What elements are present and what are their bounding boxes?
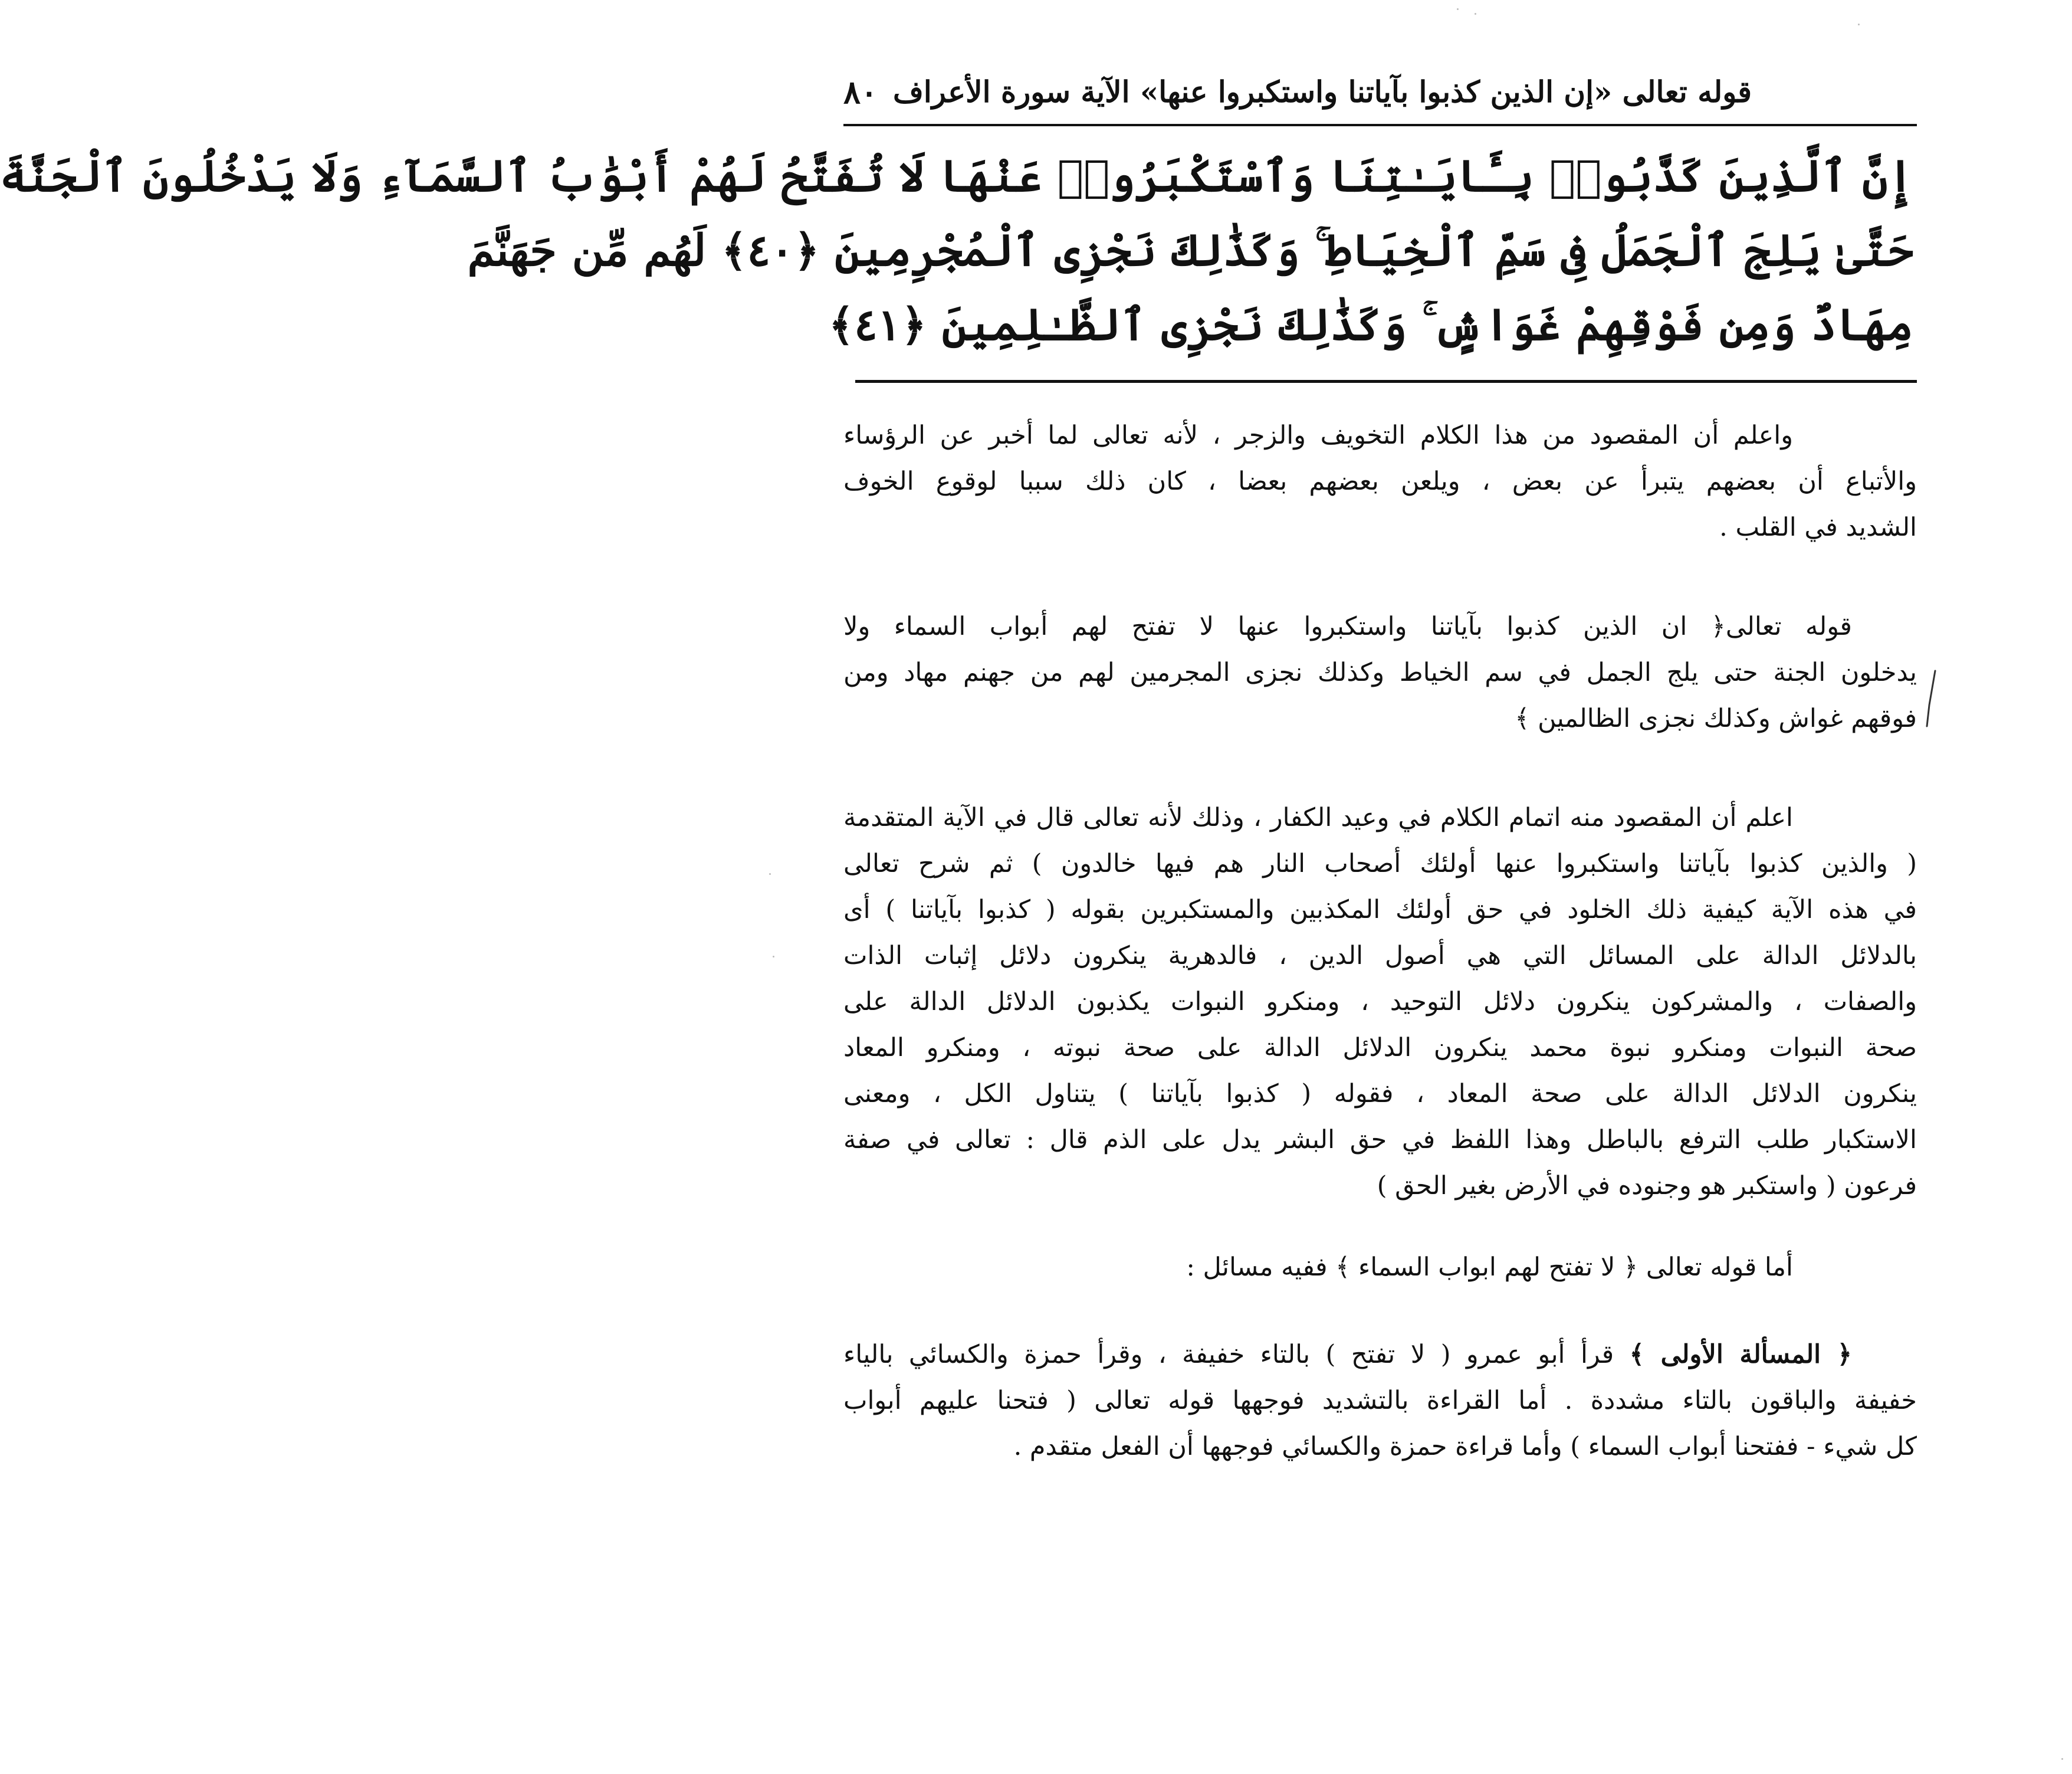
- margin-pencil-mark: [1919, 670, 1942, 729]
- paragraph-intro: [843, 412, 1917, 550]
- paragraph-line: يدخلون الجنة حتى يلج الجمل في سم الخياط وكذلك نجزى المجرمين لهم من جهنم مهاد ومن: [843, 658, 1917, 687]
- paragraph-line: والصفات ، والمشركون ينكرون دلائل التوحيد ، ومنكرو النبوات يكذبون الدلائل الدالة على: [843, 987, 1917, 1016]
- paper-speck: [1858, 24, 1860, 25]
- paragraph-line: صحة النبوات ومنكرو نبوة محمد ينكرون الدلائل الدالة على صحة نبوته ، ومنكرو المعاد: [843, 1033, 1917, 1063]
- section-divider: [855, 380, 1917, 383]
- paper-speck: [769, 873, 771, 875]
- book-page: [0, 59, 1917, 1746]
- paragraph-line: كل شيء - ففتحنا أبواب السماء ) وأما قراءة حمزة والكسائي فوجهها أن الفعل متقدم .: [1013, 1432, 1917, 1461]
- paragraph-verse-quote: [843, 604, 1917, 742]
- paper-speck: [1457, 8, 1459, 10]
- paragraph-first-issue: [843, 1332, 1917, 1470]
- paragraph-commentary: [843, 795, 1917, 1209]
- paragraph-line: [843, 1332, 1917, 1378]
- paragraph-line: بالدلائل الدالة على المسائل التي هي أصول الدين ، فالدهرية ينكرون دلائل إثبات الذات: [843, 941, 1917, 970]
- paragraph-line: والأتباع أن بعضهم يتبرأ عن بعض ، ويلعن بعضهم بعضا ، كان ذلك سببا لوقوع الخوف: [843, 467, 1917, 496]
- paper-speck: [1475, 13, 1476, 15]
- paragraph-line: فوقهم غواش وكذلك نجزى الظالمين ﴾: [1515, 704, 1917, 733]
- running-title: قوله تعالى «إن الذين كذبوا بآياتنا واستكبروا عنها» الآية سورة الأعراف: [892, 74, 1752, 109]
- paper-speck: [2061, 1758, 2063, 1760]
- quran-line: حَتَّىٰ يَلِجَ ٱلْجَمَلُ فِى سَمِّ ٱلْخِيَاطِ ۚ وَكَذَٰلِكَ نَجْزِى ٱلْمُجْرِمِينَ ﴿٤٠﴾ لَهُم مِّن جَهَنَّمَ: [467, 225, 1913, 276]
- issue-heading: ﴿ المسألة الأولى ﴾: [1629, 1340, 1852, 1369]
- paragraph-line: خفيفة والباقون بالتاء مشددة . أما القراءة بالتشديد فوجهها قوله تعالى ( فتحنا عليهم أبواب: [843, 1386, 1917, 1415]
- paragraph-line: أما قوله تعالى ﴿ لا تفتح لهم ابواب السماء ﴾ ففيه مسائل :: [1186, 1252, 1793, 1282]
- quran-line: مِهَادٌ وَمِن فَوْقِهِمْ غَوَاشٍ ۚ وَكَذَٰلِكَ نَجْزِى ٱلظَّـٰلِمِينَ ﴿٤١﴾: [828, 300, 1913, 350]
- paragraph-line: ( والذين كذبوا بآياتنا واستكبروا عنها أولئك أصحاب النار هم فيها خالدون ) ثم شرح تعالى: [843, 849, 1917, 878]
- page-number: ٨٠: [843, 73, 878, 111]
- quran-verses: [0, 139, 1917, 362]
- issue-text: قرأ أبو عمرو ( لا تفتح ) بالتاء خفيفة ، وقرأ حمزة والكسائي بالياء: [843, 1340, 1614, 1369]
- paragraph-line: ينكرون الدلائل الدالة على صحة المعاد ، فقوله ( كذبوا بآياتنا ) يتناول الكل ، ومعنى: [843, 1079, 1917, 1109]
- paragraph-line: فرعون ( واستكبر هو وجنوده في الأرض بغير الحق ): [1377, 1171, 1917, 1201]
- paragraph-line: الاستكبار طلب الترفع بالباطل وهذا اللفظ في حق البشر يدل على الذم قال : تعالى في صفة: [843, 1125, 1917, 1155]
- quran-line: إِنَّ ٱلَّذِينَ كَذَّبُوا۟ بِـَٔايَـٰتِنَا وَٱسْتَكْبَرُوا۟ عَنْهَا لَا تُفَتَّحُ لَهُمْ أَبْوَٰبُ ٱلسَّمَآءِ وَلَا يَدْخُلُونَ ٱلْجَنَّةَ: [0, 151, 1913, 202]
- paragraph-line: قوله تعالى﴿ ان الذين كذبوا بآياتنا واستكبروا عنها لا تفتح لهم أبواب السماء ولا: [843, 612, 1852, 641]
- running-header: [843, 59, 1917, 126]
- paragraph-line: في هذه الآية كيفية ذلك الخلود في حق أولئك المكذبين والمستكبرين بقوله ( كذبوا بآياتنا ) أى: [843, 895, 1917, 924]
- paragraph-line: واعلم أن المقصود من هذا الكلام التخويف والزجر ، لأنه تعالى لما أخبر عن الرؤساء: [843, 421, 1793, 450]
- paragraph-line: اعلم أن المقصود منه اتمام الكلام في وعيد الكفار ، وذلك لأنه تعالى قال في الآية المتقدمة: [843, 803, 1793, 832]
- paragraph-issues-intro: [843, 1244, 1917, 1290]
- paper-speck: [773, 956, 774, 957]
- paragraph-line: الشديد في القلب .: [1719, 513, 1917, 542]
